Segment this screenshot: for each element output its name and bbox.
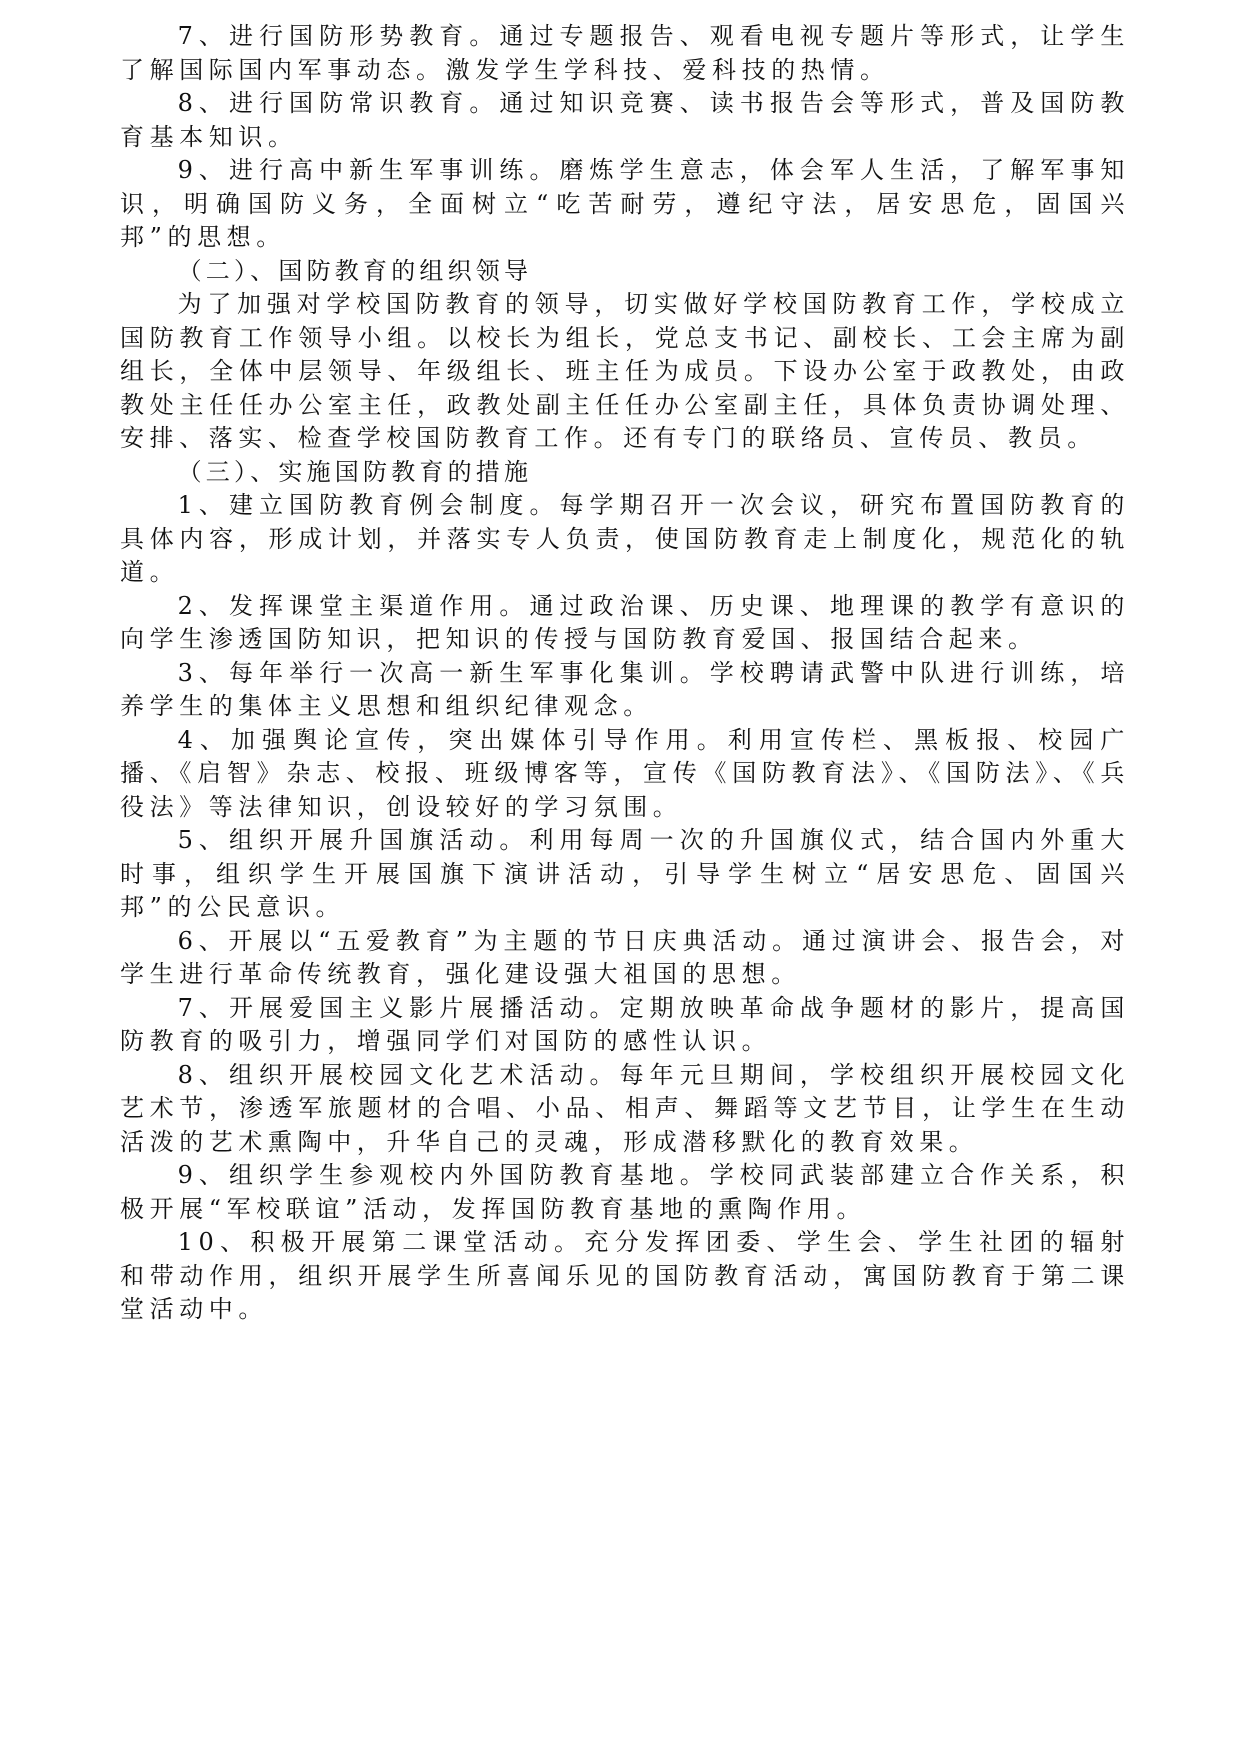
paragraph-measure-2: 2、发挥课堂主渠道作用。通过政治课、历史课、地理课的教学有意识的向学生渗透国防知识，把知识的传授与国防教育爱国、报国结合起来。 (120, 591, 1130, 653)
document-page (120, 20, 1130, 1327)
paragraph-measure-4: 4、加强舆论宣传，突出媒体引导作用。利用宣传栏、黑板报、校园广播、《启智》杂志、校报、班级博客等，宣传《国防教育法》、《国防法》、《兵役法》等法律知识，创设较好的学习氛围。 (120, 725, 1130, 821)
paragraph-measure-1: 1、建立国防教育例会制度。每学期召开一次会议，研究布置国防教育的具体内容，形成计划，并落实专人负责，使国防教育走上制度化，规范化的轨道。 (120, 491, 1130, 586)
paragraph-measure-3: 3、每年举行一次高一新生军事化集训。学校聘请武警中队进行训练，培养学生的集体主义思想和组织纪律观念。 (120, 658, 1130, 720)
paragraph-measure-9: 9、组织学生参观校内外国防教育基地。学校同武装部建立合作关系，积极开展“军校联谊”活动，发挥国防教育基地的熏陶作用。 (120, 1161, 1130, 1223)
paragraph-measure-7: 7、开展爱国主义影片展播活动。定期放映革命战争题材的影片，提高国防教育的吸引力，增强同学们对国防的感性认识。 (120, 993, 1130, 1055)
paragraph-measure-10: 10、积极开展第二课堂活动。充分发挥团委、学生会、学生社团的辐射和带动作用，组织开展学生所喜闻乐见的国防教育活动，寓国防教育于第二课堂活动中。 (120, 1228, 1130, 1323)
paragraph-measure-6: 6、开展以“五爱教育”为主题的节日庆典活动。通过演讲会、报告会，对学生进行革命传统教育，强化建设强大祖国的思想。 (120, 926, 1130, 988)
section-heading-organization: （二）、国防教育的组织领导 (177, 256, 533, 285)
paragraph-measure-5: 5、组织开展升国旗活动。利用每周一次的升国旗仪式，结合国内外重大时事，组织学生开展国旗下演讲活动，引导学生树立“居安思危、固国兴邦”的公民意识。 (120, 826, 1130, 921)
paragraph-defense-knowledge: 8、进行国防常识教育。通过知识竞赛、读书报告会等形式，普及国防教育基本知识。 (120, 89, 1130, 151)
paragraph-military-training: 9、进行高中新生军事训练。磨炼学生意志，体会军人生活，了解军事知识，明确国防义务，全面树立“吃苦耐劳，遵纪守法，居安思危，固国兴邦”的思想。 (120, 156, 1130, 251)
paragraph-measure-8: 8、组织开展校园文化艺术活动。每年元旦期间，学校组织开展校园文化艺术节，渗透军旅题材的合唱、小品、相声、舞蹈等文艺节目，让学生在生动活泼的艺术熏陶中，升华自己的灵魂，形成潜移默化的教育效果。 (120, 1060, 1130, 1156)
paragraph-defense-situation: 7、进行国防形势教育。通过专题报告、观看电视专题片等形式，让学生了解国际国内军事动态。激发学生学科技、爱科技的热情。 (120, 22, 1130, 84)
section-heading-measures: （三）、实施国防教育的措施 (177, 457, 533, 486)
paragraph-leadership-group: 为了加强对学校国防教育的领导，切实做好学校国防教育工作，学校成立国防教育工作领导小组。以校长为组长，党总支书记、副校长、工会主席为副组长，全体中层领导、年级组长、班主任为成员。下设办公室于政教处，由政教处主任任办公室主任，政教处副主任任办公室副主任，具体负责协调处理、安排、落实、检查学校国防教育工作。还有专门的联络员、宣传员、教员。 (120, 290, 1130, 452)
